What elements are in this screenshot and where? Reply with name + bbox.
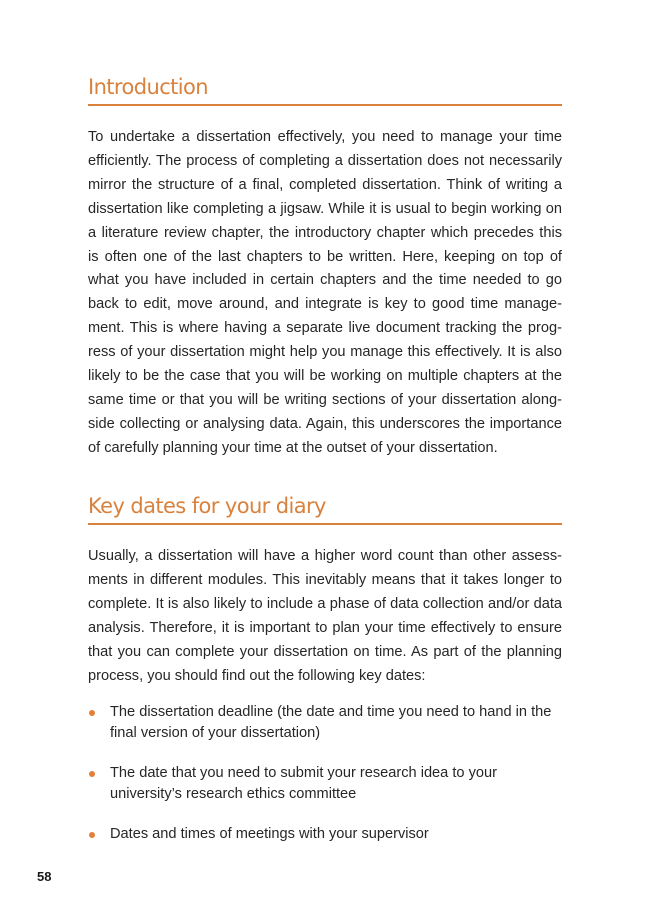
list-item-text: Dates and times of meetings with your supervisor xyxy=(110,826,429,842)
bullet-icon xyxy=(89,771,95,777)
bullet-icon xyxy=(89,832,95,838)
list-item xyxy=(88,702,562,743)
list-item-text: The date that you need to submit your research idea to your university’s research ethics committee xyxy=(110,765,497,802)
page-number: 58 xyxy=(37,869,52,884)
list-item xyxy=(88,824,562,845)
introduction-heading: Introduction xyxy=(88,74,562,106)
introduction-paragraph: To undertake a dissertation effectively, you need to manage your time efficiently. The process of completing a dissertation does not necessarily mirror the structure of a final, completed dissertation. Think of writing a dissertation like completing a jigsaw. While it is usual to begin working on a literature review chapter, the introductory chapter which precedes this is often one of the last chapters to be written. Here, keeping on top of what you have included in certain chapters and the time needed to go back to edit, move around, and integrate is key to good time manage-ment. This is where having a separate live document tracking the prog-ress of your dissertation might help you manage this effectively. It is also likely to be the case that you will be working on multiple chapters at the same time or that you will be writing sections of your dissertation along-side collecting or analysing data. Again, this underscores the importance of carefully planning your time at the outset of your dissertation. xyxy=(88,129,562,456)
key-dates-list xyxy=(88,702,562,865)
key-dates-paragraph: Usually, a dissertation will have a higher word count than other assess-ments in different modules. This inevitably means that it takes longer to complete. It is also likely to include a phase of data collection and/or data analysis. Therefore, it is important to plan your time effectively to ensure that you can complete your dissertation on time. As part of the planning process, you should find out the following key dates: xyxy=(88,548,562,684)
key-dates-heading: Key dates for your diary xyxy=(88,493,562,525)
bullet-icon xyxy=(89,710,95,716)
list-item-text: The dissertation deadline (the date and time you need to hand in the final version of your dissertation) xyxy=(110,704,552,741)
list-item xyxy=(88,763,562,804)
